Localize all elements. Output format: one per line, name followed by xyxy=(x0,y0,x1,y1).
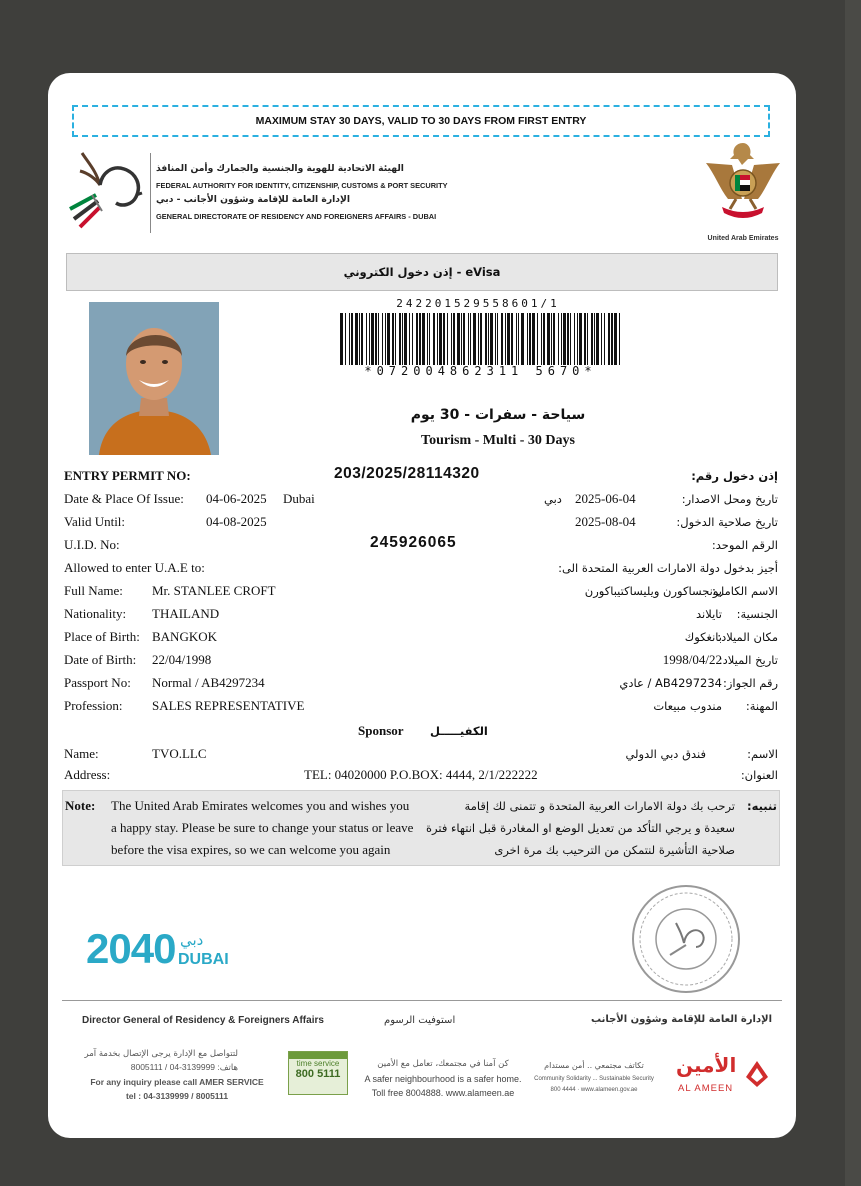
header-divider xyxy=(150,153,151,233)
sponsor-title: Sponsor xyxy=(358,723,404,738)
holder-photo xyxy=(89,302,219,455)
authority-name-en: FEDERAL AUTHORITY FOR IDENTITY, CITIZENSHIP, CUSTOMS & PORT SECURITY xyxy=(156,181,448,190)
nationality-label-ar: الجنسية: xyxy=(736,607,778,621)
barcode-bar xyxy=(619,313,620,365)
issue-date: 04-06-2025 xyxy=(206,491,267,506)
full-name-label-ar: الاسم الكامل: xyxy=(712,584,778,598)
barcode-bar xyxy=(345,313,346,365)
barcode-bar xyxy=(574,313,575,365)
barcode-bar xyxy=(490,313,493,365)
profession-value-ar: مندوب مبيعات xyxy=(653,699,722,713)
barcode-bar xyxy=(412,313,413,365)
barcode-bar xyxy=(443,313,445,365)
nationality-label: Nationality: xyxy=(64,606,127,621)
visa-type-en: Tourism - Multi - 30 Days xyxy=(421,433,575,448)
barcode-bar xyxy=(447,313,448,365)
uid-label-ar: الرقم الموحد: xyxy=(711,538,778,552)
full-name-value: Mr. STANLEE CROFT xyxy=(152,583,276,598)
logo-2040-number: 2040 xyxy=(86,925,176,972)
note-label-ar: تنبيه: xyxy=(747,799,777,813)
profession-label: Profession: xyxy=(64,698,123,713)
barcode-bar xyxy=(608,313,610,365)
falcon-logo-icon xyxy=(66,149,146,231)
barcode-bar xyxy=(501,313,503,365)
barcode-bar xyxy=(468,313,469,365)
barcode-bar xyxy=(378,313,379,365)
barcode-bar xyxy=(596,313,599,365)
barcode-bar xyxy=(497,313,498,365)
sponsor-name-label: Name: xyxy=(64,746,99,761)
barcode-bar xyxy=(404,313,407,365)
sponsor-name-value-ar: فندق دبي الدولي xyxy=(625,747,706,761)
evisa-title: إذن دخول الكتروني - eVisa xyxy=(343,265,501,279)
barcode-bar xyxy=(359,313,360,365)
issue-label: Date & Place Of Issue: xyxy=(64,491,184,506)
barcode-bar xyxy=(416,313,418,365)
barcode-bar xyxy=(587,313,588,365)
place-of-birth-label-ar: مكان الميلاد: xyxy=(717,630,778,644)
barcode-bar xyxy=(543,313,545,365)
evisa-document xyxy=(48,73,796,1138)
address-label: Address: xyxy=(64,767,111,782)
contact-ar-2: 8005111 / 04-3139999 :هاتف xyxy=(130,1062,238,1072)
safer-en: A safer neighbourhood is a safer home. xyxy=(364,1074,522,1084)
alameen-emblem-icon xyxy=(742,1057,772,1091)
place-of-birth-value: BANGKOK xyxy=(152,629,217,644)
barcode-bar xyxy=(419,313,421,365)
valid-until-label: Valid Until: xyxy=(64,514,126,529)
barcode-bar xyxy=(463,313,465,365)
barcode-bar xyxy=(495,313,496,365)
barcode-bar xyxy=(369,313,370,365)
contact-en-2: tel : 04-3139999 / 8005111 xyxy=(125,1091,229,1101)
note-ar-line-3: صلاحية التأشيرة لنتمكن من الترحيب بك مرة اخرى xyxy=(494,843,735,857)
logo-2040-ar: دبي xyxy=(180,931,204,949)
address-label-ar: العنوان: xyxy=(740,768,778,782)
barcode-bar xyxy=(375,313,377,365)
barcode-bar xyxy=(577,313,578,365)
barcode-bar xyxy=(427,313,428,365)
barcode-bar xyxy=(563,313,566,365)
valid-until-date: 04-08-2025 xyxy=(206,514,267,529)
barcode-bar xyxy=(601,313,602,365)
gdrfa-ar: الإدارة العامة للإقامة وشؤون الأجانب xyxy=(590,1014,772,1025)
place-of-birth-value-ar: بانغكوك xyxy=(684,630,722,644)
barcode-bar xyxy=(399,313,401,365)
issue-date-ar: 2025-06-04 xyxy=(575,491,636,506)
barcode-bar xyxy=(553,313,555,365)
barcode-bar xyxy=(541,313,542,365)
barcode-bar xyxy=(547,313,550,365)
barcode-bar xyxy=(511,313,513,365)
barcode-bar xyxy=(433,313,435,365)
barcode-bar xyxy=(349,313,350,365)
barcode-bar xyxy=(340,313,343,365)
barcode-bar xyxy=(351,313,353,365)
service-label: time service xyxy=(296,1059,340,1068)
barcode-bar xyxy=(561,313,562,365)
community-ar: تكاتف مجتمعي .. أمن مستدام xyxy=(544,1061,644,1070)
entry-permit-label: ENTRY PERMIT NO: xyxy=(64,468,191,483)
safer-toll: Toll free 8004888. www.alameen.ae xyxy=(371,1088,515,1098)
sponsor-name-label-ar: الاسم: xyxy=(747,747,778,761)
barcode-bar xyxy=(453,313,455,365)
note-label: Note: xyxy=(65,798,96,813)
side-scrollbar xyxy=(845,0,861,1186)
uid-label: U.I.D. No: xyxy=(64,537,120,552)
place-of-birth-label: Place of Birth: xyxy=(64,629,140,644)
barcode-bar xyxy=(527,313,528,365)
barcode xyxy=(338,313,623,365)
date-of-birth-value: 22/04/1998 xyxy=(152,652,212,667)
barcode-bar xyxy=(516,313,517,365)
alameen-ar: الأمين xyxy=(676,1053,737,1077)
uae-label: United Arab Emirates xyxy=(707,235,779,242)
barcode-bar xyxy=(439,313,442,365)
note-ar-line-2: سعيدة و يرجي التأكد من تعديل الوضع او المغادرة قبل انتهاء فترة xyxy=(426,821,735,835)
barcode-bar xyxy=(457,313,460,365)
barcode-bar xyxy=(480,313,482,365)
barcode-bar xyxy=(551,313,552,365)
barcode-bar xyxy=(478,313,479,365)
barcode-bar xyxy=(488,313,489,365)
full-name-value-ar: بونجساكورن ويليساكتيباكورن xyxy=(584,584,722,598)
barcode-bar xyxy=(461,313,462,365)
note-line-3: before the visa expires, so we can welcome you again xyxy=(111,842,391,857)
barcode-bar xyxy=(382,313,383,365)
note-ar-line-1: ترحب بك دولة الامارات العربية المتحدة و تتمنى لك إقامة xyxy=(464,799,735,813)
visa-type-ar: سياحة - سفرات - 30 يوم xyxy=(410,407,586,423)
date-of-birth-label: Date of Birth: xyxy=(64,652,137,667)
barcode-bar xyxy=(422,313,425,365)
sponsor-name-value: TVO.LLC xyxy=(152,746,207,761)
barcode-bar xyxy=(361,313,363,365)
director-label: Director General of Residency & Foreigners Affairs xyxy=(82,1015,324,1026)
barcode-bar xyxy=(567,313,569,365)
barcode-top-number: 242201529558601/1 xyxy=(396,297,560,310)
community-contact: 800 4444 · www.alameen.gov.ae xyxy=(550,1087,638,1093)
amer-service-badge xyxy=(288,1051,348,1095)
allowed-label-ar: أجيز بدخول دولة الامارات العربية المتحدة الى: xyxy=(558,561,778,575)
barcode-bar xyxy=(392,313,394,365)
barcode-bar xyxy=(529,313,531,365)
profession-label-ar: المهنة: xyxy=(745,699,778,713)
barcode-bar xyxy=(366,313,367,365)
max-stay-banner: MAXIMUM STAY 30 DAYS, VALID TO 30 DAYS FROM FIRST ENTRY xyxy=(72,105,770,137)
contact-ar-1: لتتواصل مع الإدارة يرجى الإتصال بخدمة آمر xyxy=(84,1049,238,1059)
issue-place-ar: دبي xyxy=(544,492,562,506)
footer-divider xyxy=(62,1000,782,1001)
sponsor-title-ar: الكفيـــــل xyxy=(430,724,488,738)
barcode-bar xyxy=(371,313,374,365)
passport-value-ar: AB4297234 / عادي xyxy=(619,676,722,690)
passport-label-ar: رقم الجواز: xyxy=(722,676,778,690)
logo-2040-en: DUBAI xyxy=(178,951,229,968)
barcode-bar xyxy=(507,313,510,365)
contact-en-1: For any inquiry please call AMER SERVICE xyxy=(90,1077,264,1087)
community-en: Community Solidarity ... Sustainable Security xyxy=(534,1076,654,1082)
issue-place: Dubai xyxy=(283,491,315,506)
directorate-name-ar: الإدارة العامة للإقامة وشؤون الأجانب - دبي xyxy=(156,194,350,205)
barcode-bar xyxy=(611,313,613,365)
service-line: 800 5111 xyxy=(295,1068,341,1080)
barcode-bar xyxy=(570,313,571,365)
barcode-bottom-number: *072004862311 5670* xyxy=(364,364,597,378)
barcode-bar xyxy=(537,313,538,365)
uid-number: 245926065 xyxy=(370,534,457,551)
nationality-value-ar: تايلاند xyxy=(695,607,722,621)
barcode-bar xyxy=(584,313,586,365)
uae-emblem-icon xyxy=(702,137,784,231)
authority-name-ar: الهيئة الاتحادية للهوية والجنسية والجمارك وأمن المنافذ xyxy=(156,163,404,174)
barcode-bar xyxy=(395,313,396,365)
barcode-bar xyxy=(355,313,358,365)
profession-value: SALES REPRESENTATIVE xyxy=(152,698,305,713)
note-line-1: The United Arab Emirates welcomes you and wishes you xyxy=(111,798,410,813)
passport-value: Normal / AB4297234 xyxy=(152,675,265,690)
date-of-birth-label-ar: تاريخ الميلاد: xyxy=(718,653,778,667)
valid-until-date-ar: 2025-08-04 xyxy=(575,514,636,529)
alameen-en: AL AMEEN xyxy=(678,1083,734,1094)
date-of-birth-value-ar: 1998/04/22 xyxy=(662,652,722,667)
passport-label: Passport No: xyxy=(64,675,131,690)
barcode-bar xyxy=(518,313,519,365)
barcode-bar xyxy=(591,313,593,365)
barcode-bar xyxy=(409,313,410,365)
barcode-bar xyxy=(614,313,617,365)
entry-permit-label-ar: إذن دخول رقم: xyxy=(691,469,778,483)
barcode-bar xyxy=(579,313,582,365)
barcode-bar xyxy=(473,313,476,365)
evisa-title-bar xyxy=(66,253,778,291)
full-name-label: Full Name: xyxy=(64,583,123,598)
entry-permit-number: 203/2025/28114320 xyxy=(334,465,480,482)
note-box xyxy=(62,790,780,866)
valid-until-label-ar: تاريخ صلاحية الدخول: xyxy=(676,515,778,529)
barcode-bar xyxy=(402,313,403,365)
barcode-bar xyxy=(387,313,390,365)
barcode-bar xyxy=(429,313,430,365)
barcode-bar xyxy=(485,313,487,365)
person-photo-icon xyxy=(89,302,219,455)
barcode-bar xyxy=(505,313,506,365)
barcode-bar xyxy=(437,313,438,365)
barcode-bar xyxy=(451,313,452,365)
barcode-bar xyxy=(558,313,559,365)
fees-ar: استوفيت الرسوم xyxy=(384,1015,456,1026)
barcode-bar xyxy=(532,313,535,365)
safer-ar: كن آمنا في مجتمعك، تعامل مع الأمين xyxy=(377,1059,509,1069)
official-stamp-icon xyxy=(630,883,742,995)
barcode-bar xyxy=(385,313,386,365)
directorate-name-en: GENERAL DIRECTORATE OF RESIDENCY AND FOREIGNERS AFFAIRS - DUBAI xyxy=(156,212,437,221)
barcode-bar xyxy=(594,313,595,365)
nationality-value: THAILAND xyxy=(152,606,220,621)
note-line-2: a happy stay. Please be sure to change your status or leave xyxy=(111,820,414,835)
issue-label-ar: تاريخ ومحل الاصدار: xyxy=(681,492,778,506)
allowed-label: Allowed to enter U.A.E to: xyxy=(64,560,205,575)
barcode-bar xyxy=(470,313,471,365)
address-value: TEL: 04020000 P.O.BOX: 4444, 2/1/222222 xyxy=(304,767,538,782)
barcode-bar xyxy=(604,313,605,365)
barcode-bar xyxy=(521,313,524,365)
